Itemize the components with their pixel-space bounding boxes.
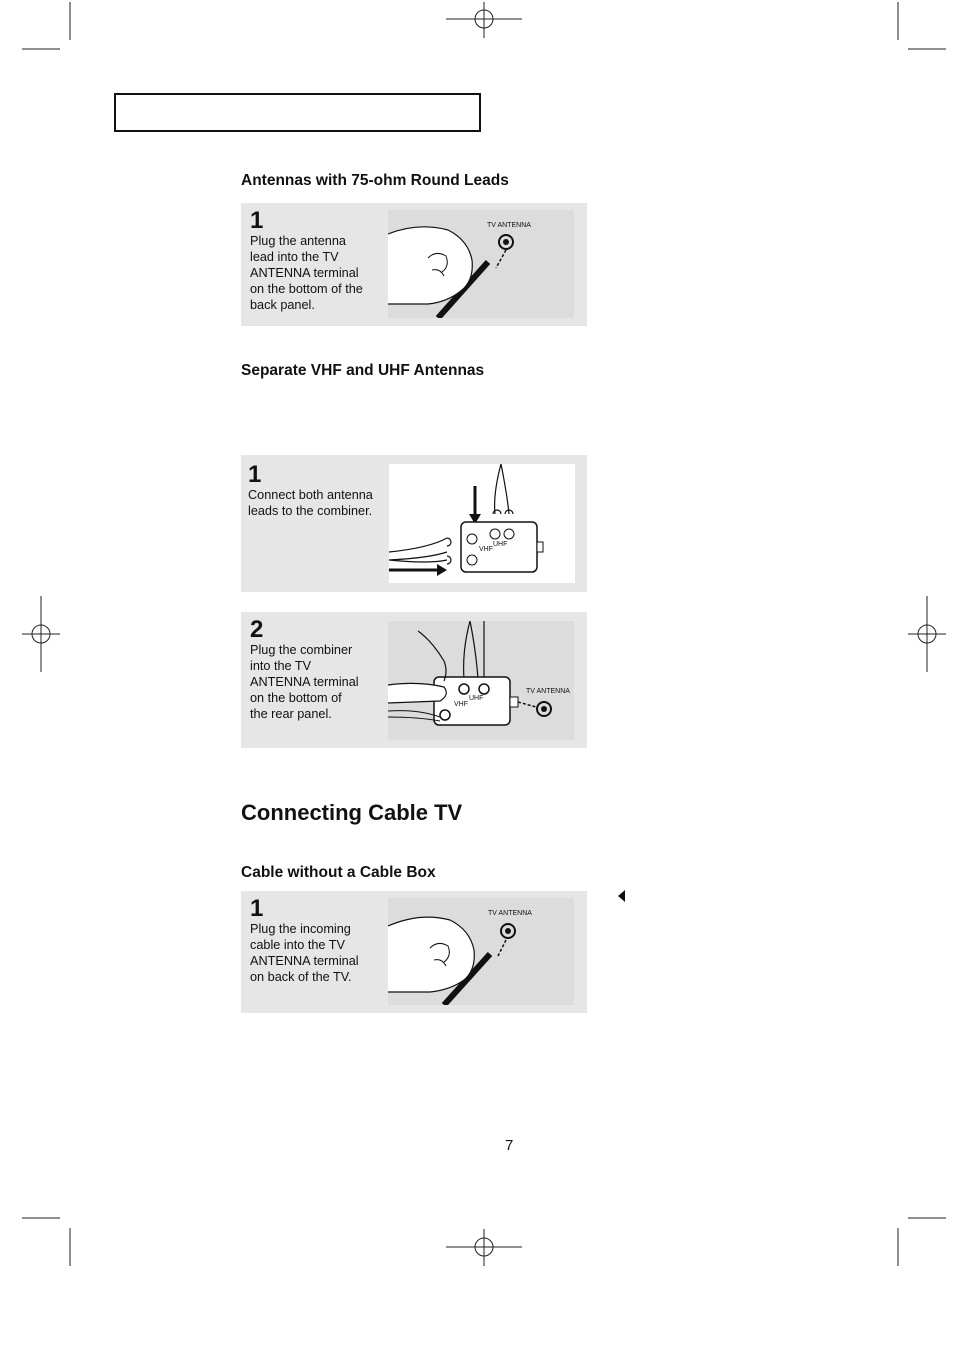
step-instructions: Plug the incoming cable into the TV ANTENNA terminal on back of the TV. [250,922,359,984]
step-number: 2 [250,616,264,643]
cable-connection-illustration [388,898,574,1005]
step-number: 1 [250,895,264,922]
step-instructions: Plug the antenna lead into the TV ANTENNA terminal on the bottom of the back panel. [250,234,363,312]
vhf-label: VHF [479,546,493,553]
step-instructions: Connect both antenna leads to the combiner. [248,488,373,518]
tv-antenna-label: TV ANTENNA [487,222,531,229]
step-panel [241,612,587,748]
page-section-title: Connecting Cable TV [241,800,463,825]
step-panel [241,455,587,592]
antenna-connection-illustration [388,210,574,318]
page-number: 7 [505,1137,514,1154]
section-heading: Antennas with 75-ohm Round Leads [241,172,509,189]
step-number: 1 [248,461,262,488]
uhf-label: UHF [469,695,484,702]
triangle-marker-icon [618,889,626,907]
header-box [114,93,481,132]
step-instructions: Plug the combiner into the TV ANTENNA terminal on the bottom of the rear panel. [250,643,359,721]
combiner-illustration [389,464,575,583]
section-heading: Separate VHF and UHF Antennas [241,362,485,379]
section-heading: Cable without a Cable Box [241,864,436,881]
vhf-label: VHF [454,701,468,708]
step-panel [241,203,587,326]
uhf-label: UHF [493,541,508,548]
step-panel [241,891,587,1013]
tv-antenna-label: TV ANTENNA [526,688,570,695]
combiner-to-tv-illustration [388,621,574,740]
step-number: 1 [250,207,264,234]
tv-antenna-label: TV ANTENNA [488,910,532,917]
